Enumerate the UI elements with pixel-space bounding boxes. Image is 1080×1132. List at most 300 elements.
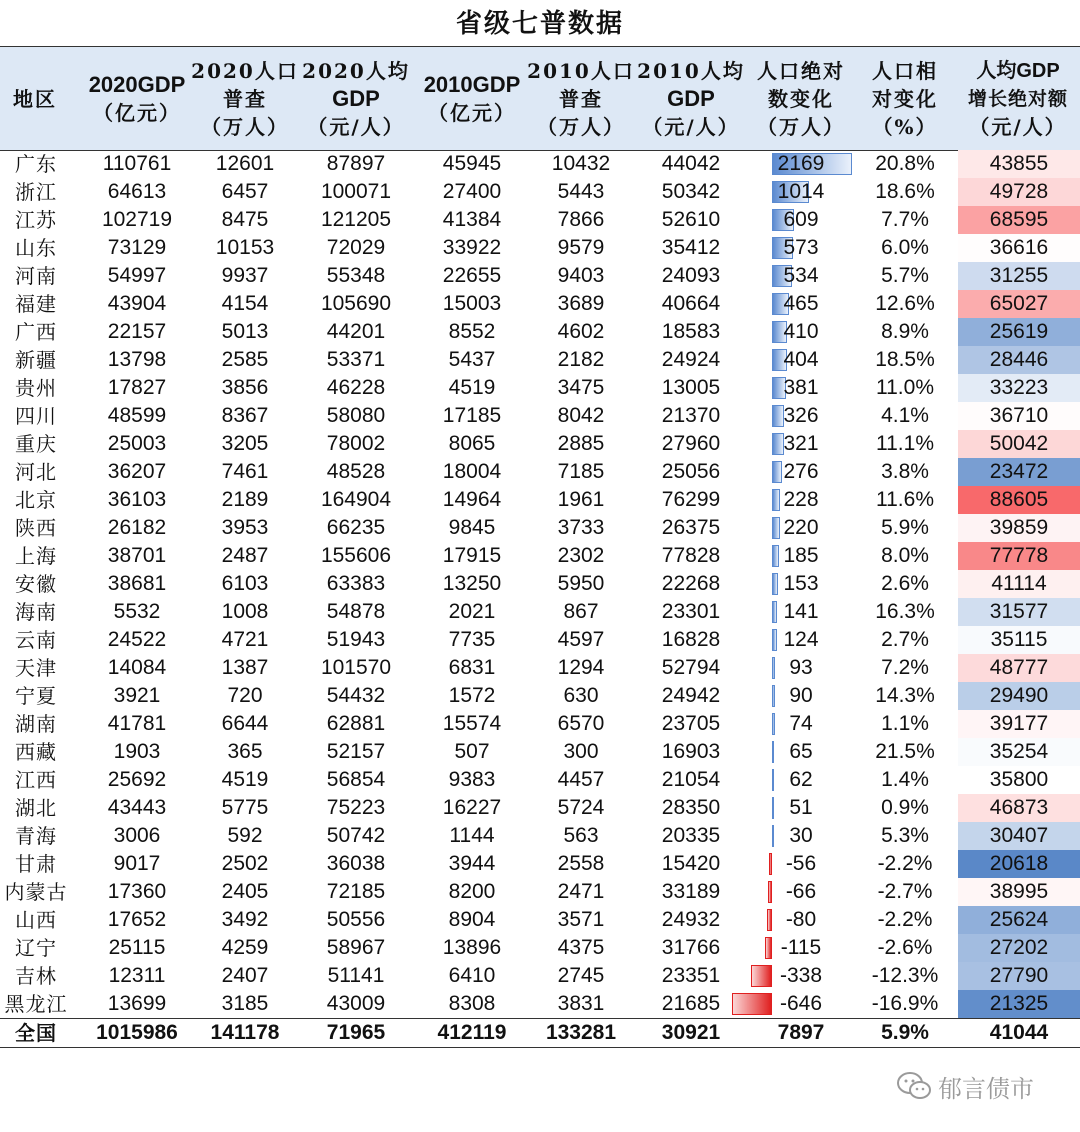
pop2020-cell: 1008: [221, 600, 269, 623]
region-cell: 江西: [15, 768, 57, 792]
pcgdp2020-cell: 72185: [326, 880, 386, 903]
gdp2010-cell: 22655: [442, 264, 502, 287]
pop2010-cell: 4457: [557, 768, 605, 791]
pop2020-cell: 8367: [221, 404, 269, 427]
pop2010-cell: 2558: [557, 852, 605, 875]
gdp2010-cell: 4519: [448, 376, 496, 399]
gdp2010-cell: 27400: [442, 180, 502, 203]
gdp2020-cell: 3006: [113, 824, 161, 847]
header-pcgdp2020: [300, 47, 412, 150]
pop2020-cell: 2407: [221, 964, 269, 987]
header-pcgdp2010-line3: （元/人）: [642, 114, 740, 139]
pcgdpchg-cell: 48777: [989, 656, 1049, 679]
gdp2010-cell: 33922: [442, 236, 502, 259]
gdp2020-cell: 17360: [107, 880, 167, 903]
pcgdp2010-cell: 40664: [661, 292, 721, 315]
table-row: [0, 990, 1080, 1018]
pcgdp2020-cell: 164904: [320, 488, 392, 511]
table-row: [0, 878, 1080, 906]
region-cell: 福建: [15, 292, 57, 316]
pop2010-cell: 3733: [557, 516, 605, 539]
pop2020-cell: 3953: [221, 516, 269, 539]
header-popchg-line2: 数变化: [768, 86, 834, 111]
poprel-cell: 2.6%: [881, 572, 929, 595]
region-cell: 云南: [15, 628, 57, 652]
pcgdp2010-cell: 33189: [661, 880, 721, 903]
header-pcgdpchg-line2: 增长绝对额: [967, 87, 1068, 110]
header-pop2010-line2: 普查: [559, 86, 603, 111]
poprel-cell: 11.0%: [876, 376, 934, 399]
header-poprel-line2: 对变化: [872, 86, 938, 111]
pop2020-cell: 4519: [221, 768, 269, 791]
table-row: [0, 906, 1080, 934]
page-title: 省级七普数据: [455, 9, 624, 39]
pcgdp2010-cell: 21370: [661, 404, 721, 427]
poprel-cell: 7.7%: [881, 208, 929, 231]
pop2010-cell: 3571: [557, 908, 605, 931]
table-row: [0, 934, 1080, 962]
poprel-cell: 16.3%: [875, 600, 935, 623]
pop2010-cell: 4602: [557, 320, 605, 343]
header-gdp2010-line1: 2010GDP: [423, 71, 521, 97]
pop2020-cell: 9937: [221, 264, 269, 287]
table-row: [0, 766, 1080, 794]
popchg-cell: -338: [779, 964, 823, 987]
pop2020-cell: 4259: [221, 936, 269, 959]
pop2010-cell: 5950: [557, 572, 605, 595]
popchg-cell: 90: [789, 684, 813, 707]
gdp2010-cell: 14964: [442, 488, 502, 511]
gdp2020-cell: 43443: [107, 796, 167, 819]
pop2020-cell: 141178: [210, 1021, 280, 1044]
gdp2010-cell: 8552: [448, 320, 496, 343]
region-cell: 浙江: [15, 180, 57, 204]
pcgdpchg-cell: 38995: [989, 880, 1049, 903]
pcgdp2010-cell: 52610: [661, 208, 721, 231]
popchg-cell: 141: [783, 600, 819, 623]
header-pop2010-line3: （万人）: [537, 114, 625, 139]
popchg-cell: -115: [780, 936, 822, 959]
poprel-cell: 1.4%: [881, 768, 929, 791]
pcgdp2020-cell: 44201: [326, 320, 386, 343]
pop2020-cell: 720: [227, 684, 263, 707]
gdp2020-cell: 14084: [107, 656, 167, 679]
region-cell: 江苏: [15, 208, 57, 232]
pcgdp2020-cell: 52157: [326, 740, 386, 763]
header-poprel: [856, 47, 954, 150]
pcgdpchg-cell: 49728: [989, 180, 1049, 203]
table-row: [0, 318, 1080, 346]
region-cell: 西藏: [15, 740, 57, 764]
popchg-cell: 2169: [777, 152, 825, 175]
pcgdp2020-cell: 58080: [326, 404, 386, 427]
header-pcgdp2010-line1: 2010人均: [637, 58, 745, 83]
pcgdp2010-cell: 27960: [661, 432, 721, 455]
poprel-cell: 7.2%: [881, 656, 929, 679]
pcgdp2020-cell: 66235: [326, 516, 386, 539]
pcgdp2020-cell: 58967: [326, 936, 386, 959]
popchg-cell: 30: [789, 824, 813, 847]
header-gdp2020-line2: （亿元）: [93, 100, 181, 125]
header-pop2020-line2: 普查: [223, 86, 267, 111]
table-row: [0, 598, 1080, 626]
header-pcgdp2010-line2: GDP: [667, 85, 715, 111]
table-row: [0, 542, 1080, 570]
region-cell: 广东: [15, 152, 57, 176]
popchg-cell: 465: [783, 292, 819, 315]
gdp2020-cell: 13798: [107, 348, 167, 371]
header-poprel-line3: （%）: [872, 114, 938, 139]
gdp2020-cell: 22157: [107, 320, 167, 343]
table-row: [0, 234, 1080, 262]
gdp2010-cell: 9845: [448, 516, 496, 539]
gdp2020-cell: 48599: [107, 404, 167, 427]
pop2010-cell: 2471: [557, 880, 605, 903]
pcgdp2020-cell: 53371: [326, 348, 386, 371]
pcgdp2020-cell: 121205: [320, 208, 392, 231]
pcgdpchg-cell: 65027: [989, 292, 1049, 315]
gdp2020-cell: 64613: [107, 180, 167, 203]
pcgdpchg-cell: 21325: [989, 992, 1049, 1015]
table-row: [0, 514, 1080, 542]
pcgdpchg-cell: 30407: [989, 824, 1049, 847]
pcgdpchg-cell: 39859: [989, 516, 1049, 539]
pcgdp2010-cell: 23351: [661, 964, 721, 987]
popchg-cell: 609: [783, 208, 819, 231]
pcgdp2010-cell: 23705: [661, 712, 721, 735]
table-row: [0, 682, 1080, 710]
pcgdp2020-cell: 55348: [326, 264, 386, 287]
pop2010-cell: 4597: [557, 628, 605, 651]
poprel-cell: 2.7%: [881, 628, 929, 651]
gdp2010-cell: 8904: [448, 908, 496, 931]
pop2010-cell: 4375: [557, 936, 605, 959]
poprel-cell: -2.2%: [877, 852, 933, 875]
pop2010-cell: 1294: [557, 656, 605, 679]
header-pop2010: [528, 47, 634, 150]
poprel-cell: -2.6%: [877, 936, 933, 959]
pcgdp2020-cell: 51141: [327, 964, 385, 987]
pcgdp2020-cell: 72029: [326, 236, 386, 259]
poprel-cell: 18.5%: [875, 348, 935, 371]
popchg-cell: 7897: [777, 1021, 825, 1044]
popchg-cell: 51: [789, 796, 813, 819]
region-cell: 宁夏: [15, 684, 57, 708]
table-row: [0, 458, 1080, 486]
gdp2010-cell: 1572: [448, 684, 496, 707]
gdp2010-cell: 5437: [448, 348, 496, 371]
gdp2010-cell: 16227: [442, 796, 502, 819]
pcgdp2010-cell: 28350: [661, 796, 721, 819]
header-pop2010-line1: 2010人口: [527, 58, 635, 83]
poprel-cell: 6.0%: [881, 236, 929, 259]
pcgdp2020-cell: 100071: [320, 180, 392, 203]
poprel-cell: 5.3%: [881, 824, 929, 847]
gdp2020-cell: 17827: [107, 376, 167, 399]
pcgdp2010-cell: 23301: [661, 600, 721, 623]
popchg-cell: -646: [779, 992, 823, 1015]
region-cell: 重庆: [15, 432, 57, 456]
popchg-cell: -66: [785, 880, 817, 903]
pcgdp2020-cell: 56854: [326, 768, 386, 791]
pcgdp2010-cell: 18583: [661, 320, 721, 343]
poprel-cell: 5.9%: [881, 1021, 929, 1044]
pop2020-cell: 6103: [221, 572, 269, 595]
gdp2020-cell: 13699: [107, 992, 167, 1015]
table-row: [0, 654, 1080, 682]
table-row: [0, 206, 1080, 234]
pcgdp2010-cell: 21685: [661, 992, 721, 1015]
pop2020-cell: 2405: [221, 880, 269, 903]
gdp2010-cell: 507: [454, 740, 490, 763]
poprel-cell: 11.6%: [876, 488, 934, 511]
pcgdp2010-cell: 76299: [661, 488, 721, 511]
table-row: [0, 178, 1080, 206]
pop2020-cell: 3205: [221, 432, 269, 455]
table-header: [0, 46, 1080, 151]
pop2020-cell: 3492: [221, 908, 269, 931]
popchg-cell: 321: [783, 432, 819, 455]
popchg-cell: -56: [785, 852, 817, 875]
pcgdp2020-cell: 54432: [326, 684, 386, 707]
pcgdpchg-cell: 25619: [989, 320, 1049, 343]
pop2010-cell: 9579: [557, 236, 605, 259]
pcgdpchg-cell: 88605: [989, 488, 1049, 511]
gdp2010-cell: 18004: [442, 460, 502, 483]
gdp2020-cell: 1015986: [96, 1021, 178, 1044]
region-cell: 海南: [15, 600, 57, 624]
gdp2010-cell: 15003: [442, 292, 502, 315]
table-row: [0, 822, 1080, 850]
popchg-cell: -80: [785, 908, 817, 931]
popchg-cell: 228: [783, 488, 819, 511]
header-pcgdpchg: [956, 47, 1080, 150]
pop2010-cell: 300: [563, 740, 599, 763]
pcgdp2020-cell: 101570: [320, 656, 392, 679]
region-cell: 陕西: [15, 516, 57, 540]
pcgdpchg-cell: 20618: [989, 852, 1049, 875]
table-row: [0, 346, 1080, 374]
pop2010-cell: 3475: [557, 376, 605, 399]
pcgdpchg-cell: 27790: [989, 964, 1049, 987]
region-cell: 全国: [15, 1021, 57, 1045]
table-row: [0, 710, 1080, 738]
pcgdpchg-cell: 36616: [989, 236, 1049, 259]
poprel-cell: 8.9%: [881, 320, 929, 343]
table-row: [0, 570, 1080, 598]
gdp2010-cell: 9383: [448, 768, 496, 791]
header-gdp2010-line2: （亿元）: [428, 100, 516, 125]
pop2020-cell: 12601: [215, 152, 275, 175]
poprel-cell: 11.1%: [876, 432, 934, 455]
gdp2010-cell: 8065: [448, 432, 496, 455]
region-cell: 天津: [15, 656, 57, 680]
pcgdp2020-cell: 54878: [326, 600, 386, 623]
table-row: [0, 150, 1080, 178]
pop2020-cell: 4154: [221, 292, 269, 315]
table-row: [0, 402, 1080, 430]
pcgdpchg-cell: 50042: [989, 432, 1049, 455]
region-cell: 贵州: [15, 376, 57, 400]
pop2010-cell: 3831: [557, 992, 605, 1015]
pcgdp2020-cell: 78002: [326, 432, 386, 455]
pcgdpchg-cell: 31577: [989, 600, 1049, 623]
pcgdpchg-cell: 46873: [989, 796, 1049, 819]
header-popchg-line3: （万人）: [757, 114, 845, 139]
gdp2010-cell: 13896: [442, 936, 502, 959]
pcgdp2020-cell: 75223: [326, 796, 386, 819]
pcgdp2010-cell: 24942: [661, 684, 721, 707]
poprel-cell: 5.7%: [881, 264, 929, 287]
wechat-icon: [896, 1071, 932, 1101]
pcgdp2020-cell: 50742: [326, 824, 386, 847]
poprel-cell: 12.6%: [875, 292, 935, 315]
pop2020-cell: 3856: [221, 376, 269, 399]
table-row: [0, 850, 1080, 878]
poprel-cell: 14.3%: [875, 684, 935, 707]
pcgdp2010-cell: 15420: [661, 852, 721, 875]
pop2010-cell: 1961: [557, 488, 605, 511]
pcgdp2010-cell: 16903: [661, 740, 721, 763]
pop2020-cell: 5775: [221, 796, 269, 819]
gdp2020-cell: 1903: [113, 740, 161, 763]
pop2010-cell: 5443: [557, 180, 605, 203]
popchg-cell: 153: [783, 572, 819, 595]
pop2010-cell: 133281: [545, 1021, 617, 1044]
header-region-label: 地区: [13, 86, 57, 111]
pop2020-cell: 8475: [221, 208, 269, 231]
pcgdp2010-cell: 21054: [661, 768, 721, 791]
pop2010-cell: 9403: [557, 264, 605, 287]
header-popchg: [748, 47, 854, 150]
region-cell: 上海: [15, 544, 57, 568]
header-region: [0, 47, 70, 150]
popchg-cell: 220: [783, 516, 819, 539]
pcgdp2020-cell: 62881: [326, 712, 386, 735]
pcgdp2010-cell: 22268: [661, 572, 721, 595]
gdp2020-cell: 36207: [107, 460, 167, 483]
pop2020-cell: 10153: [215, 236, 275, 259]
pcgdp2020-cell: 63383: [326, 572, 386, 595]
region-cell: 河南: [15, 264, 57, 288]
header-poprel-line1: 人口相: [872, 58, 938, 83]
gdp2010-cell: 6410: [448, 964, 496, 987]
pop2010-cell: 5724: [557, 796, 605, 819]
pop2020-cell: 2189: [221, 488, 269, 511]
pcgdpchg-cell: 31255: [989, 264, 1049, 287]
pop2010-cell: 7866: [557, 208, 605, 231]
region-cell: 青海: [15, 824, 57, 848]
gdp2020-cell: 36103: [107, 488, 167, 511]
pop2020-cell: 2487: [221, 544, 269, 567]
popchg-cell: 326: [783, 404, 819, 427]
header-pcgdp2020-line1: 2020人均: [302, 58, 410, 83]
poprel-cell: 5.9%: [881, 516, 929, 539]
pcgdpchg-cell: 35115: [990, 628, 1048, 651]
pcgdp2010-cell: 25056: [661, 460, 721, 483]
gdp2010-cell: 41384: [442, 208, 502, 231]
gdp2020-cell: 38681: [107, 572, 167, 595]
gdp2020-cell: 26182: [107, 516, 167, 539]
pcgdp2010-cell: 24093: [661, 264, 721, 287]
region-cell: 四川: [15, 404, 57, 428]
pcgdpchg-cell: 27202: [989, 936, 1049, 959]
pcgdpchg-cell: 23472: [989, 460, 1049, 483]
popchg-cell: 185: [783, 544, 819, 567]
pop2010-cell: 2302: [557, 544, 605, 567]
gdp2020-cell: 12311: [108, 964, 166, 987]
pop2020-cell: 4721: [221, 628, 269, 651]
gdp2010-cell: 17915: [442, 544, 502, 567]
popchg-cell: 573: [783, 236, 819, 259]
pcgdp2010-cell: 24932: [661, 908, 721, 931]
region-cell: 内蒙古: [4, 880, 68, 904]
pop2010-cell: 10432: [551, 152, 611, 175]
region-cell: 新疆: [15, 348, 57, 372]
total-row: [0, 1018, 1080, 1048]
pcgdp2010-cell: 35412: [661, 236, 721, 259]
pcgdp2010-cell: 77828: [661, 544, 721, 567]
header-gdp2020: [82, 47, 192, 150]
pcgdp2010-cell: 24924: [661, 348, 721, 371]
region-cell: 湖南: [15, 712, 57, 736]
pop2010-cell: 2885: [557, 432, 605, 455]
popchg-cell: 534: [783, 264, 819, 287]
watermark-text: 郁言债市: [938, 1074, 1034, 1103]
pcgdpchg-cell: 29490: [989, 684, 1049, 707]
region-cell: 河北: [15, 460, 57, 484]
pop2010-cell: 630: [563, 684, 599, 707]
poprel-cell: 4.1%: [881, 404, 929, 427]
pop2020-cell: 365: [227, 740, 263, 763]
header-pop2020: [192, 47, 298, 150]
gdp2020-cell: 54997: [107, 264, 167, 287]
pcgdp2020-cell: 43009: [326, 992, 386, 1015]
table-row: [0, 262, 1080, 290]
region-cell: 山东: [15, 236, 57, 260]
pcgdp2010-cell: 13005: [661, 376, 721, 399]
gdp2020-cell: 9017: [113, 852, 161, 875]
pcgdpchg-cell: 39177: [989, 712, 1049, 735]
region-cell: 广西: [15, 320, 57, 344]
pop2020-cell: 6457: [221, 180, 269, 203]
gdp2010-cell: 45945: [442, 152, 502, 175]
gdp2010-cell: 7735: [448, 628, 496, 651]
poprel-cell: 18.6%: [875, 180, 935, 203]
pop2020-cell: 3185: [221, 992, 269, 1015]
pcgdpchg-cell: 36710: [989, 404, 1049, 427]
pop2010-cell: 867: [563, 600, 599, 623]
header-pop2020-line1: 2020人口: [191, 58, 299, 83]
popchg-cell: 124: [783, 628, 819, 651]
region-cell: 黑龙江: [4, 992, 68, 1016]
pcgdpchg-cell: 35800: [989, 768, 1049, 791]
gdp2010-cell: 13250: [442, 572, 502, 595]
table-row: [0, 430, 1080, 458]
pcgdpchg-cell: 68595: [989, 208, 1049, 231]
pcgdp2010-cell: 16828: [661, 628, 721, 651]
popchg-cell: 65: [789, 740, 813, 763]
gdp2010-cell: 3944: [448, 852, 496, 875]
header-pcgdp2020-line3: （元/人）: [307, 114, 405, 139]
poprel-cell: 8.0%: [881, 544, 929, 567]
pcgdp2020-cell: 51943: [326, 628, 386, 651]
pop2010-cell: 2182: [557, 348, 605, 371]
pop2010-cell: 563: [563, 824, 599, 847]
popchg-cell: 381: [783, 376, 819, 399]
pcgdp2020-cell: 46228: [326, 376, 386, 399]
pcgdpchg-cell: 41114: [991, 572, 1047, 595]
